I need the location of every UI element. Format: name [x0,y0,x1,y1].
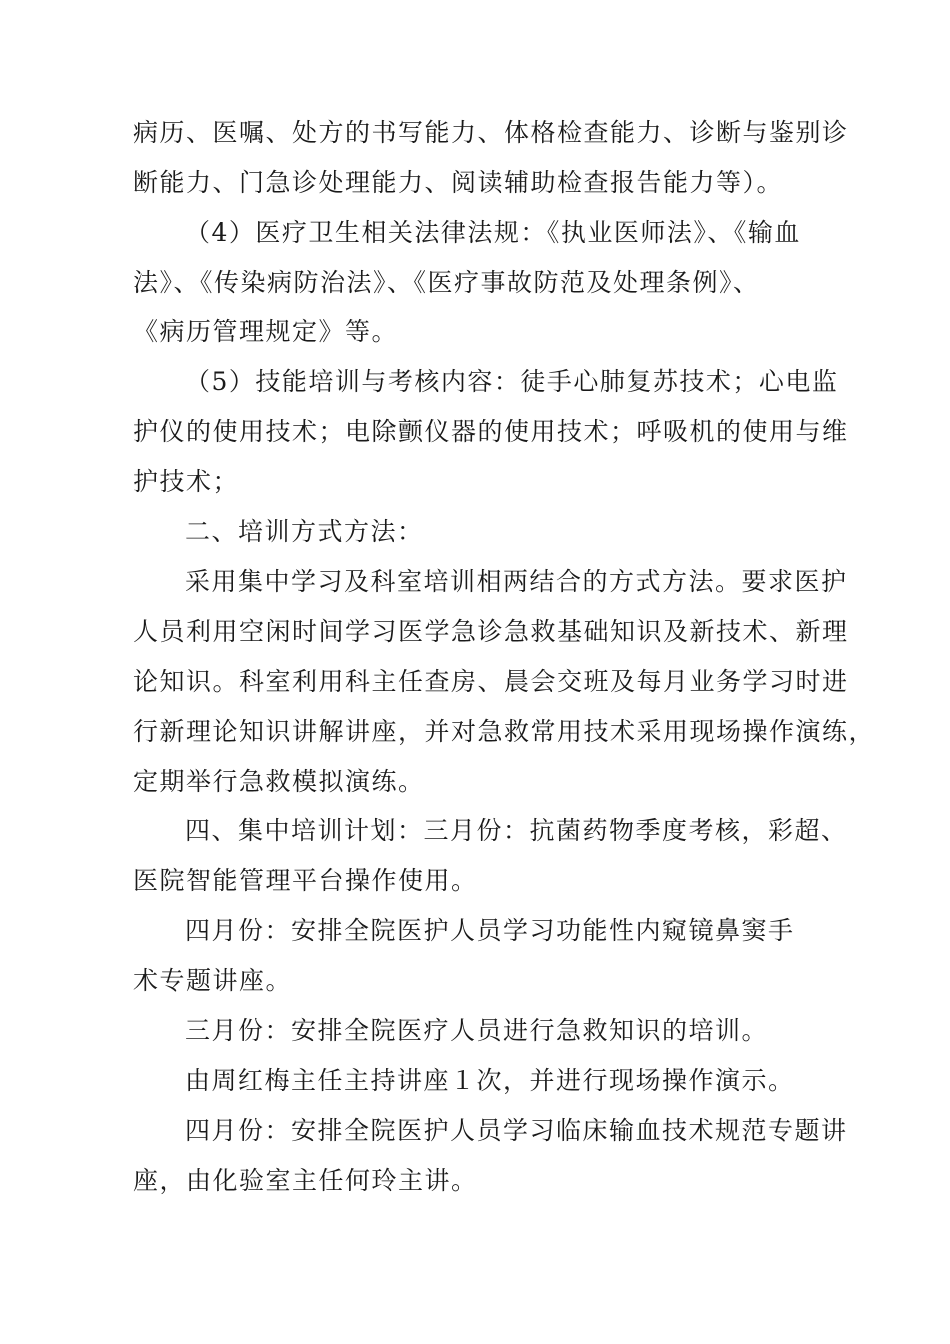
text-line: 断能力、门急诊处理能力、阅读辅助检查报告能力等）。 [133,168,784,197]
text-line: 四月份：安排全院医护人员学习临床输血技术规范专题讲 [185,1116,848,1145]
text-line: 座，由化验室主任何玲主讲。 [133,1166,478,1195]
text-line: 由周红梅主任主持讲座１次，并进行现场操作演示。 [185,1066,795,1095]
text-line: 护技术； [133,467,240,496]
text-line: （5）技能培训与考核内容：徒手心肺复苏技术；心电监 [185,367,839,396]
text-line: 法》、《传染病防治法》、《医疗事故防范及处理条例》、 [133,268,760,297]
text-line: 病历、医嘱、处方的书写能力、体格检查能力、诊断与鉴别诊 [133,118,849,147]
section-heading: 二、培训方式方法： [185,517,424,546]
text-line: 医院智能管理平台操作使用。 [133,866,478,895]
text-line: 行新理论知识讲解讲座，并对急救常用技术采用现场操作演练， [133,717,876,746]
text-line: 采用集中学习及科室培训相两结合的方式方法。要求医护 [185,567,848,596]
text-line: 护仪的使用技术；电除颤仪器的使用技术；呼吸机的使用与维 [133,417,849,446]
text-line: 论知识。科室利用科主任查房、晨会交班及每月业务学习时进 [133,667,849,696]
text-line: （4）医疗卫生相关法律法规：《执业医师法》、《输血 [185,218,801,247]
text-line: 《病历管理规定》等。 [133,317,399,346]
text-line: 定期举行急救模拟演练。 [133,767,425,796]
text-line: 人员利用空闲时间学习医学急诊急救基础知识及新技术、新理 [133,617,849,646]
text-line: 三月份：安排全院医疗人员进行急救知识的培训。 [185,1016,769,1045]
text-line: 四月份：安排全院医护人员学习功能性内窥镜鼻窦手 [185,916,795,945]
section-heading: 四、集中培训计划：三月份：抗菌药物季度考核，彩超、 [185,816,848,845]
text-line: 术专题讲座。 [133,966,293,995]
